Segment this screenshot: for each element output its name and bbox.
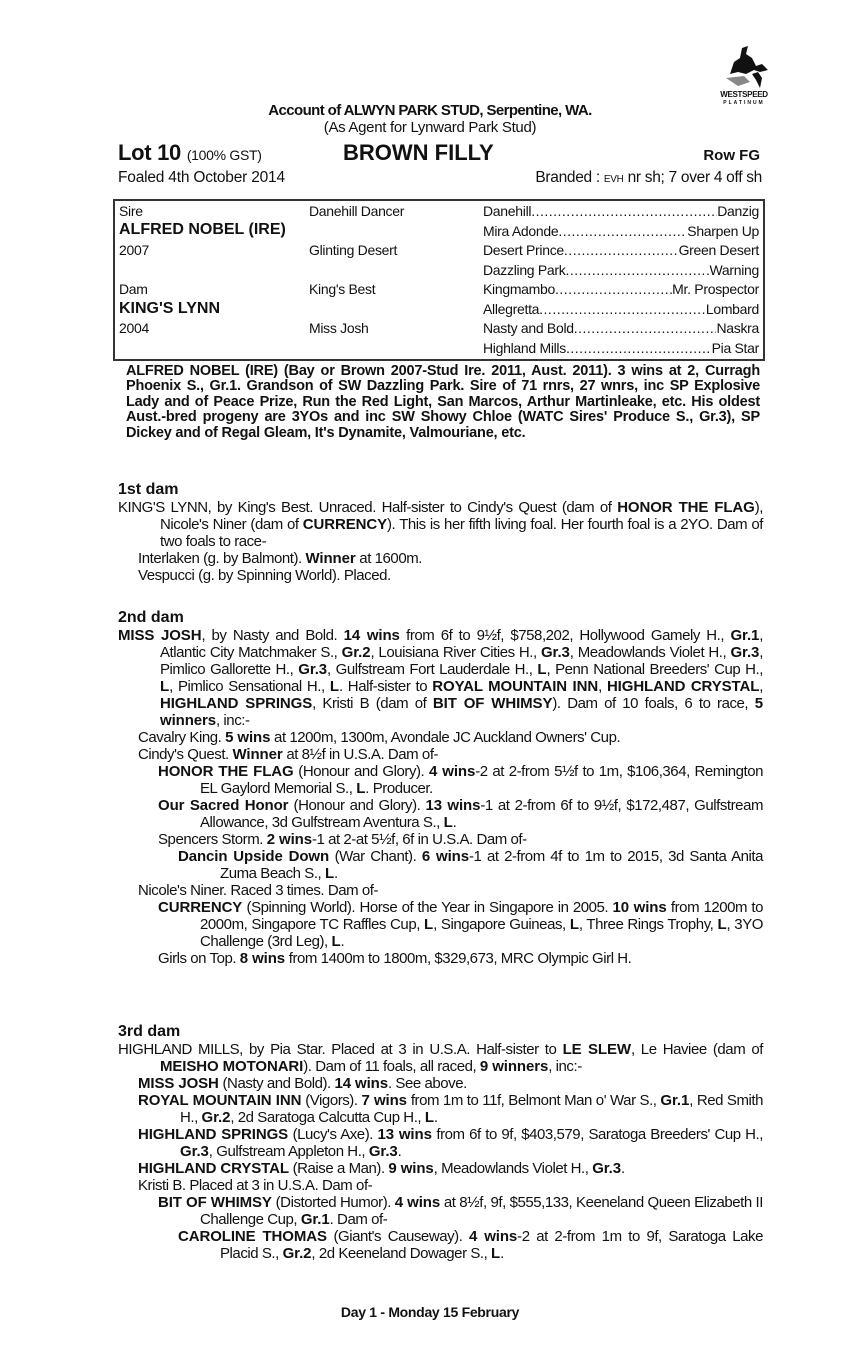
bold-text: L (329, 678, 339, 695)
horse-sire: Sharpen Up (687, 223, 759, 239)
bold-text: BIT OF WHIMSY (432, 695, 553, 712)
bold-text: Gr.3 (180, 1143, 209, 1160)
bold-text: HIGHLAND CRYSTAL (606, 678, 760, 695)
text: -1 at 2-from 6f to 9½f, $172,487, Gulfstream Allowance, 3d Gulfstream Aventura S., (200, 797, 764, 831)
bold-text: LE SLEW (562, 1041, 631, 1058)
bold-text: 7 wins (361, 1092, 407, 1109)
text: , Penn National Breeders' Cup H., (546, 661, 763, 678)
dam-heading: 3rd dam (118, 1023, 181, 1040)
bold-text: HIGHLAND SPRINGS (138, 1126, 289, 1143)
text: Cavalry King. (138, 729, 226, 746)
sire-year: 2007 (119, 242, 149, 258)
sire-name: ALFRED NOBEL (IRE) (119, 221, 286, 238)
text: Vespucci (g. by Spinning World). Placed. (138, 567, 391, 584)
text: -2 at 2-from 1m to 9f, Saratoga Lake Placid S., (220, 1228, 763, 1262)
bold-text: MISS JOSH (118, 627, 202, 644)
text: , (598, 678, 607, 695)
bold-text: Gr.2 (201, 1109, 231, 1126)
bold-text: HIGHLAND CRYSTAL (138, 1160, 289, 1177)
pedigree-gen3-row (483, 242, 759, 258)
lot-title: BROWN FILLY (343, 140, 494, 165)
text: from 6f to 9½f, $758,202, Hollywood Gamely H., (399, 627, 731, 644)
bold-text: Dancin Upside Down (178, 848, 330, 865)
pedigree-gen3-row (483, 262, 759, 278)
text: Spencers Storm. (158, 831, 267, 848)
bold-text: L (537, 661, 547, 678)
branded-label: Branded : (535, 169, 600, 186)
horse-name: Kingmambo (483, 281, 556, 297)
leader-dots (566, 340, 712, 356)
text: (Giant's Causeway). (326, 1228, 470, 1245)
text: (Spinning World). Horse of the Year in Singapore in 2005. (242, 899, 613, 916)
text: at 8½f, 9f, $555,133, Keeneland Queen Elizabeth II Challenge Cup, (200, 1194, 763, 1228)
leader-dots (531, 203, 717, 219)
horse-name: Nasty and Bold (483, 320, 574, 336)
gst-note: (100% GST) (186, 147, 262, 163)
bold-text: Gr.3 (540, 644, 570, 661)
dam-section (118, 609, 763, 967)
bold-text: 4 wins (469, 1228, 518, 1245)
leader-dots (564, 242, 679, 258)
text: from 1400m to 1800m, $329,673, MRC Olympic Girl H. (285, 950, 632, 967)
text: . (334, 865, 338, 882)
bold-text: HONOR THE FLAG (158, 763, 294, 780)
logo-sub: PLATINUM (723, 100, 765, 106)
dam-label: Dam (119, 281, 148, 297)
horse-sire: Mr. Prospector (672, 281, 759, 297)
bold-text: 13 wins (377, 1126, 432, 1143)
text: . (340, 933, 345, 950)
bold-text: MISS JOSH (138, 1075, 219, 1092)
text: KING'S LYNN, by King's Best. Unraced. Half-sister to Cindy's Quest (dam of (118, 499, 618, 516)
lot-number (118, 140, 262, 166)
sire-sire: Danehill Dancer (309, 203, 405, 219)
text: -2 at 2-from 5½f to 1m, $106,364, Remington EL Gaylord Memorial S., (200, 763, 764, 797)
branded-rest: nr sh; 7 over 4 off sh (627, 169, 762, 186)
westspeed-logo (716, 44, 772, 108)
bold-text: L (424, 916, 434, 933)
dam-dam: Miss Josh (309, 320, 369, 336)
text: from 1m to 11f, Belmont Man o' War S., (406, 1092, 661, 1109)
brand-mark: EVH (603, 174, 624, 185)
horse-name: Danehill (483, 203, 532, 219)
bold-text: ROYAL MOUNTAIN INN (432, 678, 599, 695)
dam-heading: 2nd dam (118, 609, 184, 626)
text: Kristi B. Placed at 3 in U.S.A. Dam of- (138, 1177, 373, 1194)
pedigree-entry (118, 1194, 763, 1228)
bold-text: 10 wins (612, 899, 667, 916)
leader-dots (565, 262, 709, 278)
bold-text: Gr.1 (300, 1211, 330, 1228)
sire-dam: Glinting Desert (309, 242, 398, 258)
bold-text: L (160, 678, 170, 695)
text: (Distorted Humor). (271, 1194, 395, 1211)
text: , Kristi B (dam of (312, 695, 433, 712)
text: ), Nicole's Niner (dam of (160, 499, 763, 533)
leader-dots (539, 301, 706, 317)
text: . (621, 1160, 625, 1177)
text: , 2d Keeneland Dowager S., (311, 1245, 492, 1262)
text: . (500, 1245, 504, 1262)
text: at 1200m, 1300m, Avondale JC Auckland Owners' Cup. (270, 729, 621, 746)
bold-text: BIT OF WHIMSY (158, 1194, 272, 1211)
bold-text: 8 wins (239, 950, 286, 967)
bold-text: CURRENCY (302, 516, 388, 533)
text: , (759, 678, 763, 695)
dam-section (118, 1023, 763, 1262)
lot-label: Lot 10 (118, 140, 181, 165)
bold-text: HONOR THE FLAG (617, 499, 755, 516)
page-footer: Day 1 - Monday 15 February (340, 1304, 520, 1320)
horse-sire: Lombard (705, 301, 759, 317)
pedigree-gen3-row (483, 203, 759, 219)
text: (Honour and Glory). (293, 763, 429, 780)
pedigree-entry (118, 899, 763, 950)
text: ). Dam of 11 foals, all raced, (303, 1058, 480, 1075)
text: , Louisiana River Cities H., (370, 644, 541, 661)
bold-text: 14 wins (343, 627, 400, 644)
pedigree-gen3-row (483, 281, 759, 297)
bold-text: Our Sacred Honor (158, 797, 289, 814)
text: , Singapore Guineas, (433, 916, 570, 933)
bold-text: 9 winners (479, 1058, 549, 1075)
bold-text: HIGHLAND SPRINGS (160, 695, 313, 712)
text: ). This is her fifth living foal. Her fourth foal is a 2YO. Dam of two foals to race- (160, 516, 763, 550)
text: . Half-sister to (338, 678, 433, 695)
text: (Raise a Man). (288, 1160, 389, 1177)
text: HIGHLAND MILLS, by Pia Star. Placed at 3 in U.S.A. Half-sister to (118, 1041, 563, 1058)
text: -1 at 2-at 5½f, 6f in U.S.A. Dam of- (311, 831, 527, 848)
leader-dots (558, 223, 687, 239)
pedigree-entry (118, 831, 763, 848)
dam-name: KING'S LYNN (119, 300, 221, 317)
bold-text: 13 wins (425, 797, 481, 814)
bold-text: Gr.2 (282, 1245, 312, 1262)
logo-brand: WESTSPEED (720, 90, 768, 99)
pedigree-gen3-row (483, 340, 759, 356)
bold-text: Winner (305, 550, 356, 567)
text: , inc:- (548, 1058, 582, 1075)
text: Girls on Top. (158, 950, 240, 967)
horse-name: Highland Mills (483, 340, 566, 356)
text: from 1200m to 2000m, Singapore TC Raffles Cup, (200, 899, 764, 933)
pedigree-entry (118, 797, 763, 831)
horse-sire: Pia Star (711, 340, 759, 356)
horse-name: Dazzling Park (483, 262, 566, 278)
dam-section (118, 481, 763, 584)
text: at 1600m. (355, 550, 422, 567)
text: . (433, 1109, 438, 1126)
pedigree-entry (118, 729, 763, 746)
text: Interlaken (g. by Balmont). (138, 550, 306, 567)
pedigree-entry (118, 499, 763, 550)
text: , Atlantic City Matchmaker S., (160, 627, 763, 661)
bold-text: L (443, 814, 453, 831)
horse-sire: Warning (709, 262, 759, 278)
text: , Le Haviee (dam of (630, 1041, 763, 1058)
text: (Honour and Glory). (288, 797, 426, 814)
bold-text: 5 winners (160, 695, 763, 729)
pedigree-gen3-row (483, 320, 759, 336)
leader-dots (555, 281, 672, 297)
bold-text: Gr.3 (298, 661, 328, 678)
bold-text: 5 wins (225, 729, 271, 746)
text: , inc:- (215, 712, 250, 729)
text: , Meadowlands Violet H., (569, 644, 731, 661)
bold-text: L (331, 933, 341, 950)
text: . Dam of- (329, 1211, 388, 1228)
text: . (452, 814, 457, 831)
text: from 6f to 9f, $403,579, Saratoga Breeders' Cup H., (431, 1126, 763, 1143)
pedigree-entry (118, 550, 763, 567)
horse-logo-icon (716, 44, 772, 90)
horse-sire: Naskra (716, 320, 759, 336)
bold-text: L (356, 780, 366, 797)
text: . (397, 1143, 402, 1160)
bold-text: Gr.3 (730, 644, 760, 661)
bold-text: Gr.1 (730, 627, 760, 644)
pedigree-gen3-row (483, 301, 759, 317)
bold-text: Gr.3 (592, 1160, 621, 1177)
pedigree-entry (118, 882, 763, 899)
text: , Pimlico Gallorette H., (160, 644, 763, 678)
text: . See above. (387, 1075, 467, 1092)
pedigree-entry (118, 627, 763, 729)
text: ). Dam of 10 foals, 6 to race, (552, 695, 755, 712)
bold-text: L (717, 916, 727, 933)
pedigree-table (113, 199, 765, 361)
text: Cindy's Quest. (138, 746, 233, 763)
bold-text: MEISHO MOTONARI (160, 1058, 304, 1075)
sire-label: Sire (119, 203, 143, 219)
brand-info (535, 169, 762, 187)
bold-text: Winner (232, 746, 283, 763)
text: , 2d Saratoga Calcutta Cup H., (230, 1109, 425, 1126)
text: -1 at 2-from 4f to 1m to 2015, 3d Santa Anita Zuma Beach S., (220, 848, 764, 882)
text: (War Chant). (329, 848, 422, 865)
sire-summary: ALFRED NOBEL (IRE) (Bay or Brown 2007-Stud Ire. 2011, Aust. 2011). 3 wins at 2, Curragh Phoenix S., Gr.1. Grandson of SW Dazzling Park. Sire of 71 rnrs, 27 wnrs, inc SP Explosive Lady and of Peace Prize, Run the Red Light, San Marcos, Arthur Martinleake, etc. His oldest Aust.-bred progeny are 3YOs and inc SW Showy Chloe (WATC Sires' Produce S., Gr.3), SP Dickey and of Regal Gleam, It's Dynamite, Valmouriane, etc. (126, 363, 760, 441)
text: , Pimlico Sensational H., (169, 678, 330, 695)
horse-name: Mira Adonde (483, 223, 559, 239)
bold-text: Gr.1 (660, 1092, 690, 1109)
pedigree-entry (118, 1126, 763, 1160)
bold-text: 6 wins (421, 848, 469, 865)
text: , by Nasty and Bold. (201, 627, 344, 644)
text: , Red Smith H., (180, 1092, 764, 1126)
text: , Gulfstream Fort Lauderdale H., (327, 661, 538, 678)
pedigree-entry (118, 1092, 763, 1126)
text: , Meadowlands Violet H., (433, 1160, 593, 1177)
pedigree-entry (118, 1160, 763, 1177)
pedigree-entry (118, 1041, 763, 1075)
pedigree-entry (118, 746, 763, 763)
text: , Gulfstream Appleton H., (208, 1143, 369, 1160)
text: (Vigors). (301, 1092, 362, 1109)
text: Nicole's Niner. Raced 3 times. Dam of- (138, 882, 379, 899)
bold-text: L (569, 916, 579, 933)
pedigree-entry (118, 1177, 763, 1194)
leader-dots (574, 320, 717, 336)
vendor-account: Account of ALWYN PARK STUD, Serpentine, WA. (268, 102, 592, 119)
bold-text: L (424, 1109, 434, 1126)
text: , Three Rings Trophy, (578, 916, 718, 933)
text: , 3YO Challenge (3rd Leg), (200, 916, 763, 950)
pedigree-gen3-row (483, 223, 759, 239)
horse-name: Desert Prince (483, 242, 564, 258)
pedigree-entry (118, 950, 763, 967)
bold-text: L (491, 1245, 501, 1262)
pedigree-entry (118, 848, 763, 882)
dam-year: 2004 (119, 320, 149, 336)
dam-sire: King's Best (309, 281, 376, 297)
pedigree-entry (118, 763, 763, 797)
pedigree-entry (118, 567, 763, 584)
text: (Nasty and Bold). (218, 1075, 335, 1092)
bold-text: ROYAL MOUNTAIN INN (138, 1092, 302, 1109)
text: (Lucy's Axe). (288, 1126, 378, 1143)
pedigree-entry (118, 1228, 763, 1262)
text: at 8½f in U.S.A. Dam of- (282, 746, 439, 763)
bold-text: Gr.3 (368, 1143, 398, 1160)
pedigree-entry (118, 1075, 763, 1092)
bold-text: CURRENCY (158, 899, 243, 916)
bold-text: Gr.2 (341, 644, 371, 661)
text: . Producer. (365, 780, 433, 797)
vendor-agent: (As Agent for Lynward Park Stud) (323, 119, 537, 136)
bold-text: CAROLINE THOMAS (178, 1228, 327, 1245)
bold-text: 4 wins (429, 763, 476, 780)
bold-text: 2 wins (266, 831, 312, 848)
bold-text: L (324, 865, 335, 882)
bold-text: 4 wins (394, 1194, 441, 1211)
foaled-date: Foaled 4th October 2014 (118, 169, 285, 186)
bold-text: 14 wins (334, 1075, 388, 1092)
horse-sire: Danzig (717, 203, 759, 219)
horse-sire: Green Desert (678, 242, 759, 258)
horse-name: Allegretta (483, 301, 540, 317)
bold-text: 9 wins (388, 1160, 434, 1177)
row-label: Row FG (703, 147, 760, 164)
dam-heading: 1st dam (118, 481, 179, 498)
